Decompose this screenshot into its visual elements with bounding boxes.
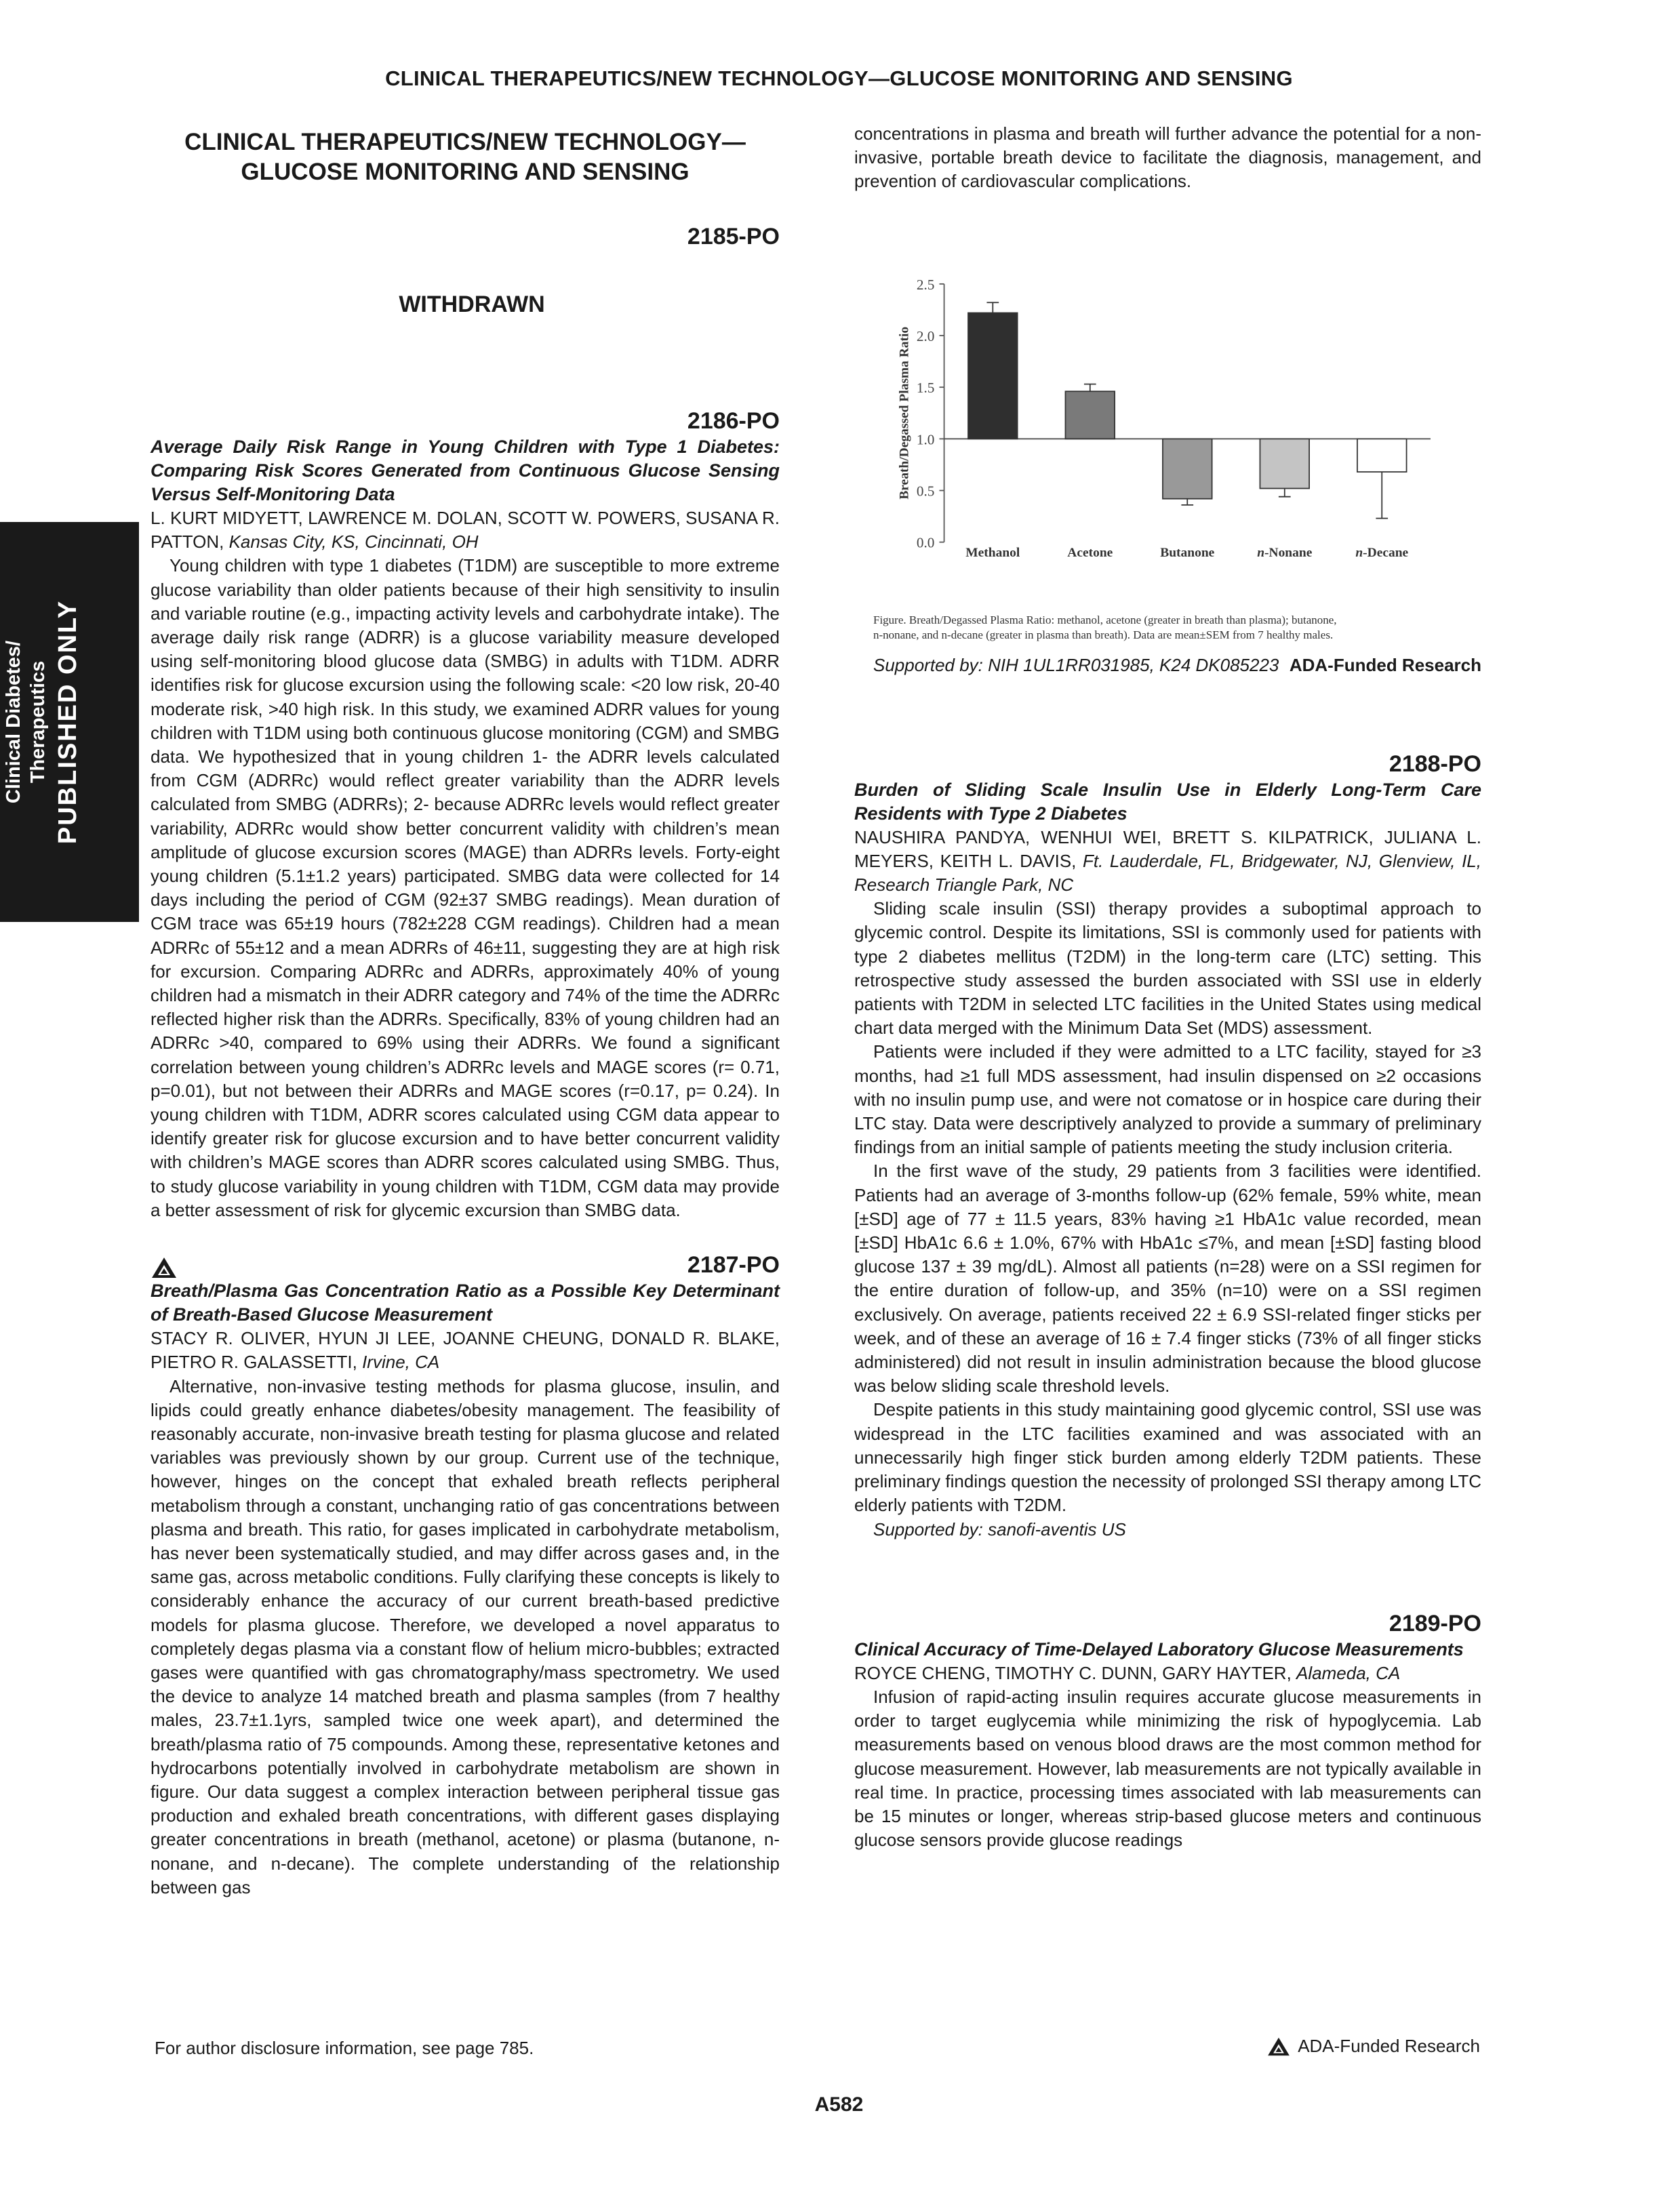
bar-acetone	[1065, 391, 1115, 439]
abstract-title-2187: Breath/Plasma Gas Concentration Ratio as a Possible Key Determinant of Breath-Based Glucose Measurement	[151, 1281, 780, 1325]
abstract-p1-2188: Sliding scale insulin (SSI) therapy provides a suboptimal approach to glycemic control. Despite its limitations, SSI is commonly used for patients with type 2 diabetes mellitus (T2DM) in the long-term care (LTC) setting. This retrospective study assessed the burden associated with SSI use in elderly patients with T2DM in selected LTC facilities in the United States using medical chart data merged with the Minimum Data Set (MDS) assessment.	[854, 898, 1481, 1039]
abstract-authors-2187	[151, 1327, 780, 1374]
authors-text: ROYCE CHENG, TIMOTHY C. DUNN, GARY HAYTER,	[854, 1662, 1297, 1683]
affiliation-text: Alameda, CA	[1296, 1662, 1401, 1683]
funded-legend-text: ADA-Funded Research	[1298, 2036, 1480, 2056]
side-tab	[0, 522, 139, 922]
abstract-authors-2189	[854, 1662, 1481, 1685]
x-tick-label: Acetone	[1067, 545, 1113, 560]
abstract-body-2187-continued: concentrations in plasma and breath will further advance the potential for a non-invasive, portable breath device to facilitate the diagnosis, management, and prevention of cardiovascular complications.	[854, 123, 1481, 192]
bar-methanol	[968, 313, 1018, 439]
y-tick-label: 2.0	[916, 327, 935, 344]
x-tick-label: n-Nonane	[1257, 545, 1313, 560]
support-2187: Supported by: NIH 1UL1RR031985, K24 DK085223	[873, 654, 1279, 675]
bar-n-nonane	[1260, 439, 1309, 488]
right-column	[854, 122, 1481, 1852]
side-tab-line2: Therapeutics	[27, 660, 49, 784]
funded-legend	[1266, 2036, 1480, 2057]
abstract-title-2186: Average Daily Risk Range in Young Children with Type 1 Diabetes: Comparing Risk Scores Generated from Continuous Glucose Sensing Versus Self-Monitoring Data	[151, 437, 780, 504]
x-tick-label: n-Decane	[1355, 545, 1409, 560]
abstract-body-2187: Alternative, non-invasive testing methods for plasma glucose, insulin, and lipids could greatly enhance diabetes/obesity management. The feasibility of reasonably accurate, non-invasive breath testing for plasma glucose and related variables was previously shown by our group. Current use of the technique, however, hinges on the concept that exhaled breath reflects peripheral metabolism through a constant, unchanging ratio of gas concentrations between plasma and breath. This ratio, for gases implicated in carbohydrate metabolism, has never been systematically studied, and may differ across gases and, in the same gas, across metabolic conditions. Fully clarifying these concepts is likely to considerably enhance the accuracy of our current breath-based predictive models for plasma glucose. Therefore, we developed a novel apparatus to completely degas plasma via a constant flow of helium micro-bubbles; extracted gases were quantified with gas chromatography/mass spectrometry. We used the device to analyze 14 matched breath and plasma samples (from 7 healthy males, 23.7±1.1yrs, sampled twice one week apart), and determined the breath/plasma ratio of 75 compounds. Among these, representative ketones and hydrocarbons potentially involved in carbohydrate metabolism are shown in figure. Our data suggest a complex interaction between peripheral tissue gas production and exhaled breath concentrations, with different gases displaying greater concentrations in breath (methanol, acetone) or plasma (butanone, n-nonane, and n-decane). The complete understanding of the relationship between gas	[151, 1375, 780, 1897]
support-2188: Supported by: sanofi-aventis US	[873, 1519, 1126, 1540]
abstract-header-2187	[151, 1251, 780, 1279]
abstract-number-2188: 2188-PO	[1389, 750, 1481, 777]
abstract-p2-2188: Patients were included if they were admitted to a LTC facility, stayed for ≥3 months, had ≥1 full MDS assessment, had insulin dispensed on ≥2 occasions with no insulin pump use, and were not comatose or in hospice care during their LTC stay. Data were descriptively analyzed to provide a summary of preliminary findings from an initial sample of patients meeting the study inclusion criteria.	[854, 1041, 1481, 1158]
authors-text: STACY R. OLIVER, HYUN JI LEE, JOANNE CHEUNG, DONALD R. BLAKE, PIETRO R. GALASSETTI,	[151, 1328, 780, 1373]
section-heading	[151, 127, 780, 187]
running-head: CLINICAL THERAPEUTICS/NEW TECHNOLOGY—GLUCOSE MONITORING AND SENSING	[385, 66, 1293, 90]
x-tick-label: Butanone	[1160, 545, 1215, 560]
affiliation-text: Ft. Lauderdale, FL, Bridgewater, NJ, Glenview, IL, Research Triangle Park, NC	[854, 850, 1481, 896]
left-column	[151, 122, 780, 1899]
y-tick-label: 0.0	[916, 534, 935, 551]
x-tick-label: Methanol	[965, 545, 1020, 560]
abstract-body-2189: Infusion of rapid-acting insulin requires accurate glucose measurements in order to target euglycemia while minimizing the risk of hypoglycemia. Lab measurements based on venous blood draws are the most common method for glucose measurement. However, lab measurements are not typically available in real time. In practice, processing times associated with lab measurements can be 15 minutes or longer, whereas strip-based glucose meters and continuous glucose sensors provide glucose readings	[854, 1686, 1481, 1851]
abstract-title-2189: Clinical Accuracy of Time-Delayed Laboratory Glucose Measurements	[854, 1638, 1464, 1660]
abstract-title-2188: Burden of Sliding Scale Insulin Use in Elderly Long-Term Care Residents with Type 2 Diabetes	[854, 779, 1481, 824]
bar-n-decane	[1357, 439, 1407, 472]
y-tick-label: 1.5	[916, 379, 935, 396]
abstract-number-2187: 2187-PO	[687, 1252, 780, 1279]
affiliation-text: Irvine, CA	[362, 1352, 440, 1373]
abstract-p3-2188: In the first wave of the study, 29 patients from 3 facilities were identified. Patients had an average of 3-months follow-up (62% female, 59% white, mean [±SD] age of 77 ± 11.5 years, 83% having ≥1 HbA1c value recorded, mean [±SD] HbA1c 6.6 ± 1.0%, 67% with HbA1c ≤7%, and mean [±SD] fasting blood glucose 137 ± 39 mg/dL). Almost all patients (n=28) were on a SSI regimen for the entire duration of follow-up, and 35% (n=10) were on a SSI regimen exclusively. On average, patients received 22 ± 6.9 SSI-related finger sticks per week, and of these an average of 16 ± 7.4 finger sticks (73% of all finger sticks administered) did not result in insulin administration because the blood glucose was below sliding scale threshold levels.	[854, 1161, 1481, 1396]
y-tick-label: 2.5	[916, 276, 935, 293]
abstract-number-2189: 2189-PO	[1389, 1610, 1481, 1636]
chart-svg	[854, 194, 1481, 614]
breath-plasma-chart	[854, 194, 1481, 662]
withdrawn-label: WITHDRAWN	[399, 291, 545, 317]
figure-caption: Figure. Breath/Degassed Plasma Ratio: methanol, acetone (greater in breath than plasma); butanone, n-nonane, and n-decane (greater in plasma than breath). Data are mean±SEM from 7 healthy males.	[873, 613, 1337, 641]
authors-text: L. KURT MIDYETT, LAWRENCE M. DOLAN, SCOTT W. POWERS, SUSANA R. PATTON,	[151, 508, 780, 552]
abstract-body-2186: Young children with type 1 diabetes (T1DM) are susceptible to more extreme glucose variability than older patients because of their high sensitivity to insulin and variable routine (e.g., impacting activity levels and carbohydrate intake). The average daily risk range (ADRR) is a glucose variability measure developed using self-monitoring blood glucose data (SMBG) in adults with T1DM. ADRR identifies risk for glucose excursion using the following scale: <20 low risk, 20-40 moderate risk, >40 high risk. In this study, we examined ADRR values for young children with T1DM using both continuous glucose monitoring (CGM) and SMBG data. We hypothesized that in young children 1- the ADRR levels calculated from CGM (ADRRc) would reflect greater variability than the ADRR levels calculated from SMBG (ADRRs); 2- because ADRRc levels would reflect greater variability, ADRRc would show better concurrent validity with children’s mean amplitude of glucose excursion scores (MAGE) than ADRRs levels. Forty-eight young children (5.1±1.2 years) participated. SMBG data were collected for 14 days including the period of CGM (92±37 SMBG readings). Mean duration of CGM trace was 65±19 hours (782±228 CGM readings). Children had a mean ADRRc of 55±12 and a mean ADRRs of 46±11, suggesting they are at high risk for excursion. Comparing ADRRc and ADRRs, approximately 40% of young children had a mismatch in their ADRR category and 74% of the time the ADRRc reflected higher risk than the ADRRs. Specifically, 83% of young children had an ADRRc >40, compared to 69% using their ADRRs. We found a significant correlation between young children’s ADRRc levels and MAGE scores (r= 0.71, p=0.01), but not between their ADRRs and MAGE scores (r=0.17, p= 0.24). In young children with T1DM, ADRR scores calculated using CGM data appear to identify greater risk for glucose excursion and to have better concurrent validity with children’s MAGE scores than ADRR scores calculated using SMBG. Thus, to study glucose variability in young children with T1DM, CGM data may provide a better assessment of risk for glycemic excursion than SMBG data.	[151, 555, 780, 1220]
abstract-number-2186: 2186-PO	[687, 408, 780, 434]
affiliation-text: Kansas City, KS, Cincinnati, OH	[228, 531, 479, 552]
abstract-authors-2186	[151, 506, 780, 554]
side-tab-line1: Clinical Diabetes/	[3, 640, 24, 804]
section-heading-line1: CLINICAL THERAPEUTICS/NEW TECHNOLOGY—	[184, 129, 746, 155]
page-number: A582	[814, 2093, 864, 2116]
ada-legend-icon	[1266, 2036, 1291, 2057]
abstract-number-2185: 2185-PO	[687, 224, 780, 249]
y-tick-label: 0.5	[916, 483, 935, 500]
section-heading-line2: GLUCOSE MONITORING AND SENSING	[241, 159, 690, 185]
ada-funded-2187: ADA-Funded Research	[1289, 654, 1481, 675]
ada-funded-icon	[151, 1256, 178, 1279]
bar-butanone	[1163, 439, 1212, 498]
abstract-p4-2188: Despite patients in this study maintaining good glycemic control, SSI use was widespread in the LTC facilities examined and was associated with an unnecessarily high finger stick burden among elderly T2DM patients. These preliminary findings question the necessity of prolonged SSI therapy among LTC elderly patients with T2DM.	[854, 1399, 1481, 1516]
side-tab-line3: PUBLISHED ONLY	[54, 599, 82, 845]
authors-text: NAUSHIRA PANDYA, WENHUI WEI, BRETT S. KILPATRICK, JULIANA L. MEYERS, KEITH L. DAVIS,	[854, 826, 1481, 871]
y-tick-label: 1.0	[916, 430, 935, 447]
disclosure-note: For author disclosure information, see page 785.	[155, 2038, 534, 2058]
abstract-authors-2188	[854, 826, 1481, 898]
y-axis-label: Breath/Degassed Plasma Ratio	[897, 326, 912, 500]
